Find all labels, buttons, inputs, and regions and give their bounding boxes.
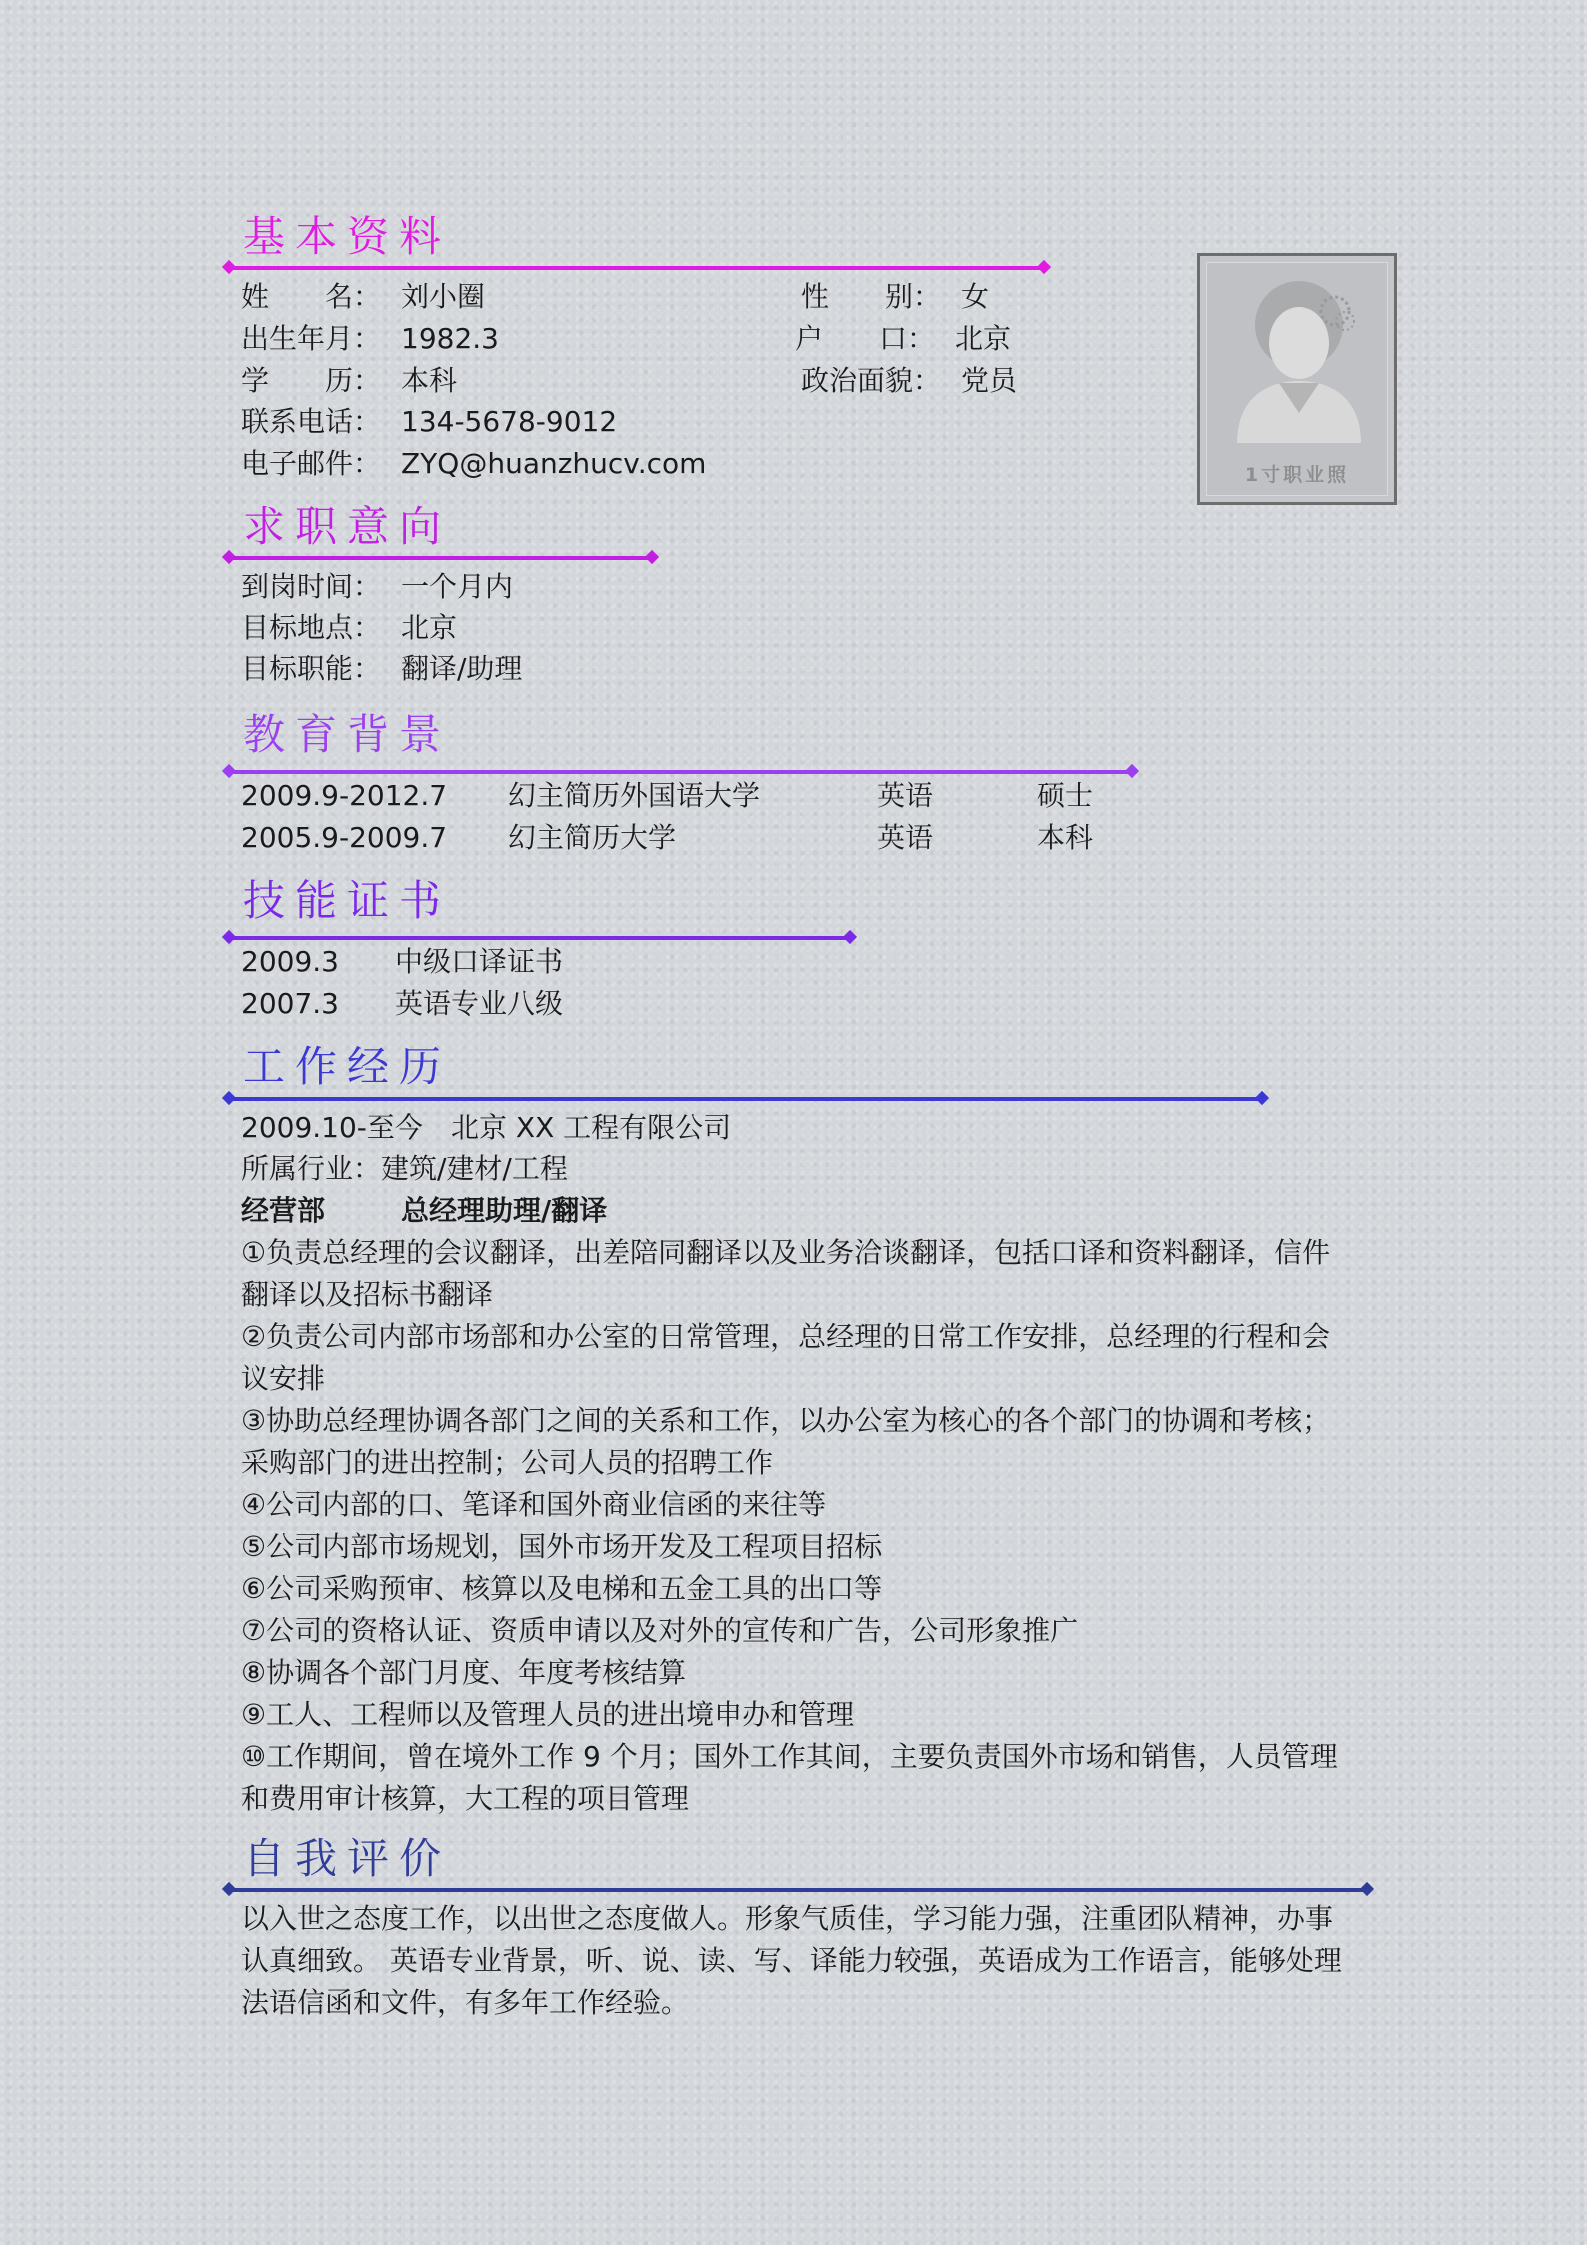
section-rule-job-intent (229, 556, 652, 560)
section-title-skills: 技能证书 (243, 876, 452, 925)
hukou-value: 北京 (955, 322, 1012, 355)
political-label: 政治面貌： (801, 364, 942, 397)
arrival-value: 一个月内 (401, 570, 514, 603)
section-rule-basic-info (229, 266, 1044, 270)
phone-label: 联系电话： (241, 405, 382, 438)
education-degree: 本科 (1037, 821, 1094, 854)
political-value: 党员 (961, 364, 1018, 397)
gender-value: 女 (961, 280, 990, 313)
birth-label: 出生年月： (241, 322, 382, 355)
education-label: 学 历： (241, 364, 382, 397)
skill-date: 2007.3 (241, 987, 339, 1020)
skill-cert: 中级口译证书 (395, 945, 564, 978)
duty-item: ⑨工人、工程师以及管理人员的进出境申办和管理 (241, 1698, 855, 1731)
duty-item: ④公司内部的口、笔译和国外商业信函的来往等 (241, 1488, 827, 1521)
section-rule-work (229, 1097, 1262, 1101)
name-value: 刘小圈 (401, 280, 486, 313)
location-label: 目标地点： (241, 611, 382, 644)
location-value: 北京 (401, 611, 458, 644)
section-rule-education (229, 770, 1132, 774)
education-period: 2005.9-2009.7 (241, 821, 448, 854)
duty-item: ⑦公司的资格认证、资质申请以及对外的宣传和广告，公司形象推广 (241, 1614, 1079, 1647)
position-value: 翻译/助理 (401, 652, 523, 685)
skill-date: 2009.3 (241, 945, 339, 978)
section-title-self-eval: 自我评价 (243, 1834, 452, 1883)
hukou-label: 户 口： (795, 322, 936, 355)
section-title-job-intent: 求职意向 (243, 502, 452, 551)
work-industry-text: 所属行业：建筑/建材/工程 (241, 1152, 568, 1185)
position-label: 目标职能： (241, 652, 382, 685)
work-period: 2009.10-至今 (241, 1111, 423, 1144)
education-school: 幻主简历外国语大学 (508, 779, 761, 812)
photo-frame (1206, 262, 1388, 496)
skill-cert: 英语专业八级 (395, 987, 564, 1020)
birth-value: 1982.3 (401, 322, 499, 355)
arrival-label: 到岗时间： (241, 570, 382, 603)
duty-item: ⑥公司采购预审、核算以及电梯和五金工具的出口等 (241, 1572, 883, 1605)
work-role: 总经理助理/翻译 (401, 1194, 608, 1227)
phone-value: 134-5678-9012 (401, 405, 618, 438)
duty-item: ①负责总经理的会议翻译，出差陪同翻译以及业务洽谈翻译，包括口译和资料翻译，信件翻译以及招标书翻译 (241, 1236, 1331, 1311)
education-period: 2009.9-2012.7 (241, 779, 448, 812)
work-company: 北京 XX 工程有限公司 (451, 1111, 732, 1144)
self-eval-text: 以入世之态度工作，以出世之态度做人。形象气质佳，学习能力强，注重团队精神，办事认真细致。 英语专业背景，听、说、读、写、译能力较强，英语成为工作语言，能够处理法语信函和文件，有多年工作经验。 (241, 1902, 1342, 2019)
email-value: ZYQ@huanzhucv.com (401, 447, 707, 480)
profile-photo (1197, 253, 1397, 505)
section-rule-self-eval (229, 1888, 1367, 1892)
education-major: 英语 (877, 821, 934, 854)
gender-label: 性 别： (801, 280, 942, 313)
education-degree: 硕士 (1037, 779, 1094, 812)
duty-item: ⑧协调各个部门月度、年度考核结算 (241, 1656, 687, 1689)
name-label: 姓 名： (241, 280, 382, 313)
section-rule-skills (229, 936, 850, 940)
education-school: 幻主简历大学 (508, 821, 677, 854)
duty-item: ②负责公司内部市场部和办公室的日常管理，总经理的日常工作安排，总经理的行程和会议安排 (241, 1320, 1331, 1395)
email-label: 电子邮件： (241, 447, 382, 480)
section-title-basic-info: 基本资料 (243, 212, 452, 261)
duty-item: ⑩工作期间，曾在境外工作 9 个月；国外工作其间，主要负责国外市场和销售，人员管理和费用审计核算，大工程的项目管理 (241, 1740, 1338, 1815)
duty-item: ⑤公司内部市场规划，国外市场开发及工程项目招标 (241, 1530, 883, 1563)
section-title-education: 教育背景 (243, 710, 452, 759)
work-department: 经营部 (241, 1194, 326, 1227)
education-value: 本科 (401, 364, 458, 397)
duty-item: ③协助总经理协调各部门之间的关系和工作，以办公室为核心的各个部门的协调和考核；采购部门的进出控制；公司人员的招聘工作 (241, 1404, 1331, 1479)
section-title-work: 工作经历 (243, 1042, 452, 1091)
photo-caption: 1寸职业照 (1244, 464, 1350, 486)
education-major: 英语 (877, 779, 934, 812)
